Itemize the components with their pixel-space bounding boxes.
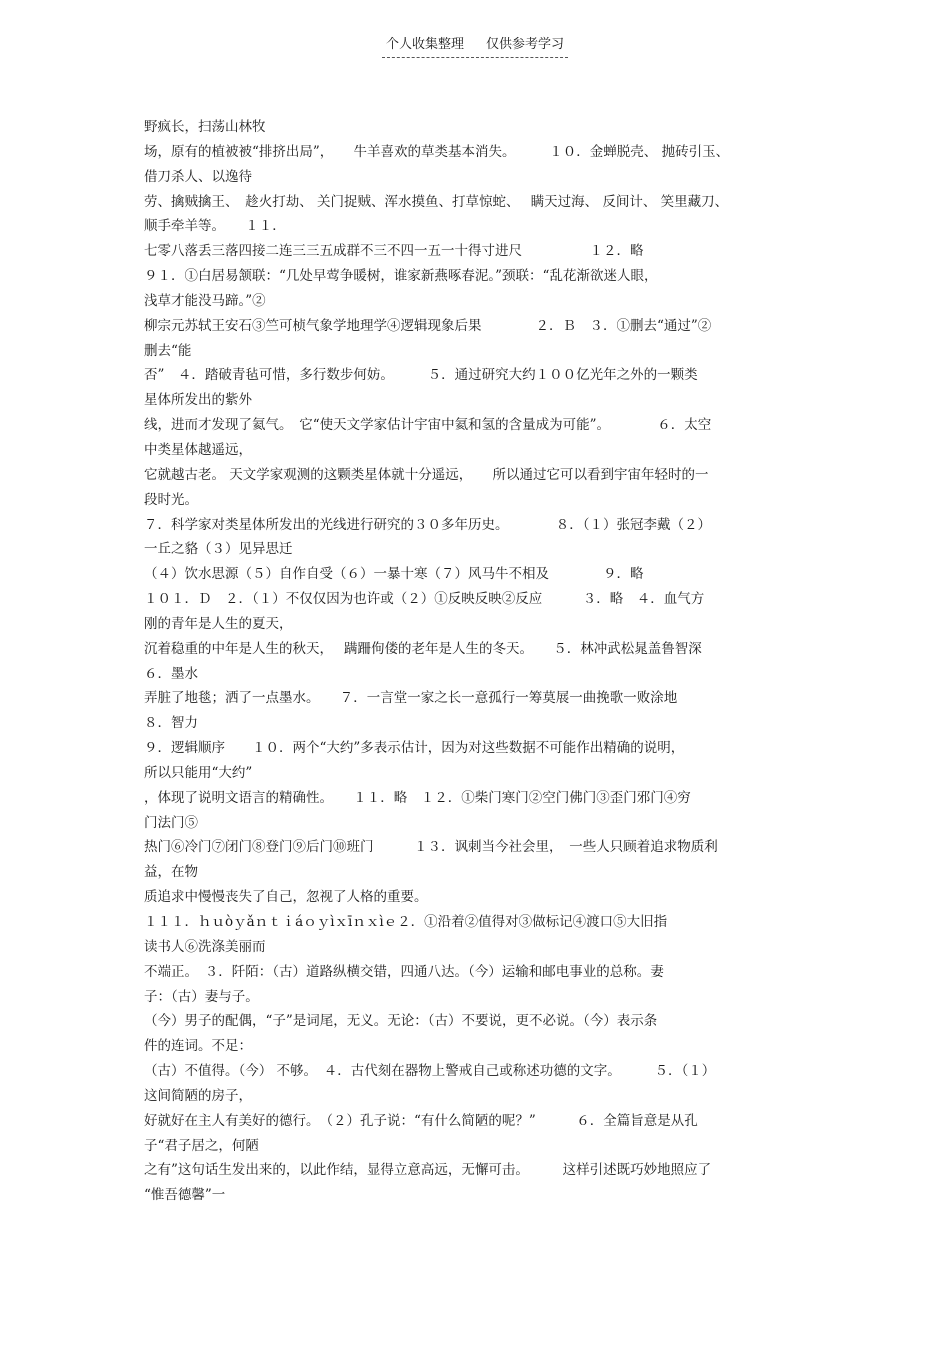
text-line: （４）饮水思源（５）自作自受（６）一暴十寒（７）风马牛不相及 ９．略 (144, 566, 644, 583)
text-line: 子：（古）妻与子。 (144, 988, 259, 1005)
page-header (0, 36, 950, 58)
text-line: 星体所发出的紫外 (144, 392, 252, 409)
text-line: 它就越古老。 天文学家观测的这颗类星体就十分遥远， 所以通过它可以看到宇宙年轻时的一 (144, 466, 709, 483)
text-line: ９．逻辑顺序 １０．两个“大约”多表示估计，因为对这些数据不可能作出精确的说明， (144, 740, 685, 757)
text-line: 线，进而才发现了氦气。 它“使天文学家估计宇宙中氦和氢的含量成为可能”。 ６．太空 (144, 417, 712, 434)
text-line: 弄脏了地毯；洒了一点墨水。 ７．一言堂一家之长一意孤行一筹莫展一曲挽歌一败涂地 (144, 690, 678, 707)
text-line: 子“君子居之，何陋 (144, 1137, 259, 1154)
text-line: ６．墨水 (144, 665, 198, 682)
text-line: 野疯长，扫荡山林牧 (144, 119, 266, 135)
text-line: １０１．Ｄ ２．（１）不仅仅因为也许或（２）①反映反映②反应 ３．略 ４．血气方 (144, 591, 705, 608)
text-line: 删去“能 (144, 342, 192, 359)
text-line: 劳、擒贼擒王、 趁火打劫、 关门捉贼、浑水摸鱼、打草惊蛇、 瞒天过海、 反间计、 笑里藏刀、 (144, 193, 729, 210)
header-left-text: 个人收集整理 (385, 37, 464, 52)
text-line: （古）不值得。（今） 不够。 ４．古代刻在器物上警戒自己或称述功德的文字。 ５．（１） (144, 1063, 716, 1080)
text-line: 中类星体越遥远， (144, 441, 252, 458)
text-line: ，体现了说明文语言的精确性。 １１．略 １２．①柴门寒门②空门佛门③歪门邪门④穷 (144, 789, 691, 806)
text-line: 七零八落丢三落四接二连三三五成群不三不四一五一十得寸进尺 １２．略 (144, 243, 644, 260)
text-line: １１１．ｈｕòｙǎｎｔｉáｏｙìｘīｎｘìｅ２．①沿着②值得对③做标记④渡口⑤大旧指 (144, 914, 668, 930)
text-line: ９１．①白居易颔联：“几处早莺争暖树，谁家新燕啄春泥。”颈联：“乱花渐欲迷人眼， (144, 268, 658, 285)
text-line: “惟吾德馨”一 (144, 1187, 226, 1204)
text-line: 质追求中慢慢丧失了自己，忽视了人格的重要。 (144, 889, 428, 906)
text-line: 一丘之貉（３）见异思迁 (144, 541, 293, 558)
text-line: 否” ４．踏破青毡可惜，多行数步何妨。 ５．通过研究大约１００亿光年之外的一颗类 (144, 367, 698, 384)
text-line: 件的连词。不足： (144, 1038, 252, 1055)
text-line: 段时光。 (144, 491, 198, 508)
text-line: 沉着稳重的中年是人生的秋天， 蹒跚佝偻的老年是人生的冬天。 ５．林冲武松晁盖鲁智深 (144, 640, 702, 657)
text-line: 场，原有的植被被“排挤出局”， 牛羊喜欢的草类基本消失。 １０．金蝉脱壳、 抛砖引玉、 (144, 143, 730, 160)
text-line: 所以只能用“大约” (144, 764, 253, 781)
answer-text-body (144, 115, 812, 1208)
text-line: 不端正。 ３．阡陌：（古）道路纵横交错，四通八达。（今）运输和邮电事业的总称。妻 (144, 963, 664, 980)
text-line: ８．智力 (144, 715, 198, 732)
text-line: 之有”这句话生发出来的，以此作结，显得立意高远，无懈可击。 这样引述既巧妙地照应了 (144, 1162, 712, 1179)
header-underline (382, 36, 568, 58)
text-line: 好就好在主人有美好的德行。 （２）孔子说：“有什么简陋的呢？” ６．全篇旨意是从孔 (144, 1112, 698, 1129)
text-line: 益，在物 (144, 864, 198, 881)
text-line: 顺手牵羊等。 １１． (144, 218, 286, 235)
text-line: 这间简陋的房子， (144, 1087, 252, 1104)
text-line: 刚的青年是人生的夏天， (144, 615, 293, 632)
text-line: 浅草才能没马蹄。”② (144, 292, 266, 309)
text-line: 借刀杀人、以逸待 (144, 168, 252, 185)
text-line: 热门⑥冷门⑦闭门⑧登门⑨后门⑩班门 １３．讽刺当今社会里， 一些人只顾着追求物质利 (144, 839, 718, 856)
text-line: ７．科学家对类星体所发出的光线进行研究的３０多年历史。 ８．（１）张冠李戴（２） (144, 516, 711, 533)
text-line: （今）男子的配偶，“子”是词尾，无义。无论：（古）不要说，更不必说。（今）表示条 (144, 1013, 658, 1030)
text-line: 读书人⑥洗涤美丽而 (144, 938, 266, 955)
text-line: 门法门⑤ (144, 814, 198, 831)
header-right-text: 仅供参考学习 (486, 37, 565, 52)
text-line: 柳宗元苏轼王安石③竺可桢气象学地理学④逻辑现象后果 ２．Ｂ ３．①删去“通过”② (144, 317, 712, 334)
